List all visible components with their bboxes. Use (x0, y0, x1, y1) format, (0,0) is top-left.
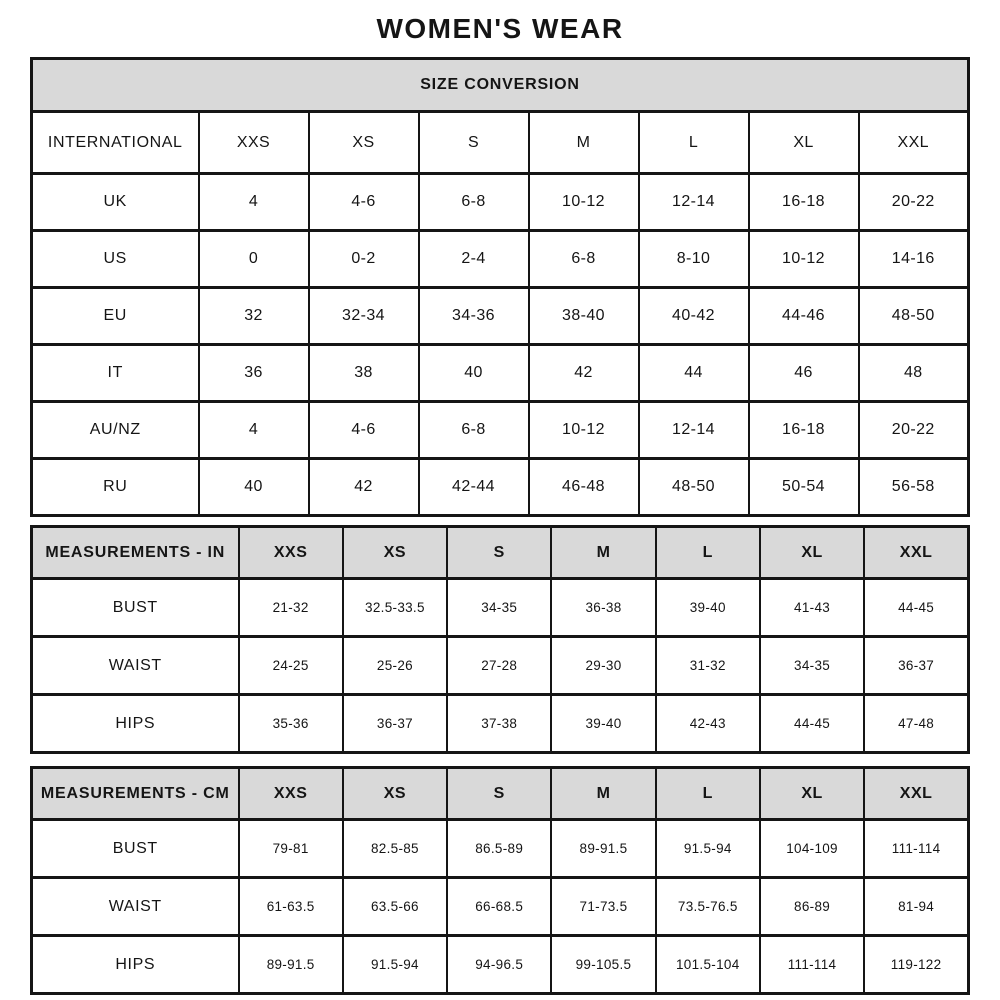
value-cell: 37-38 (447, 695, 551, 753)
value-cell: 46 (749, 345, 859, 402)
value-cell: 46-48 (529, 459, 639, 516)
size_conversion-row (32, 459, 969, 516)
row-label-cell: WAIST (32, 878, 239, 936)
value-cell: XL (749, 112, 859, 174)
value-cell: XXL (859, 112, 969, 174)
value-cell: 27-28 (447, 637, 551, 695)
row-label-cell: HIPS (32, 936, 239, 994)
value-cell: 36-37 (864, 637, 968, 695)
value-cell: 36-38 (551, 579, 655, 637)
row-label-cell: US (32, 231, 199, 288)
value-cell: 20-22 (859, 174, 969, 231)
value-cell: 71-73.5 (551, 878, 655, 936)
value-cell: 89-91.5 (239, 936, 343, 994)
page-title: WOMEN'S WEAR (376, 13, 624, 44)
size-header-cell: L (656, 527, 760, 579)
row-label-cell: RU (32, 459, 199, 516)
size_conversion-row (32, 231, 969, 288)
size-header-cell: S (447, 768, 551, 820)
row-label-cell: AU/NZ (32, 402, 199, 459)
row-label-cell: INTERNATIONAL (32, 112, 199, 174)
measurements-in-header: MEASUREMENTS - IN (32, 527, 239, 579)
value-cell: 34-35 (447, 579, 551, 637)
value-cell: 12-14 (639, 402, 749, 459)
value-cell: 34-36 (419, 288, 529, 345)
value-cell: 38 (309, 345, 419, 402)
value-cell: 48-50 (639, 459, 749, 516)
size-header-cell: L (656, 768, 760, 820)
size-header-cell: M (551, 768, 655, 820)
size_conversion-row (32, 112, 969, 174)
value-cell: 4 (199, 174, 309, 231)
value-cell: 16-18 (749, 402, 859, 459)
value-cell: 40 (199, 459, 309, 516)
value-cell: 32.5-33.5 (343, 579, 447, 637)
value-cell: 104-109 (760, 820, 864, 878)
value-cell: 4-6 (309, 174, 419, 231)
size-header-cell: M (551, 527, 655, 579)
size-conversion-table (30, 57, 970, 517)
row-label-cell: BUST (32, 820, 239, 878)
size-conversion-header: SIZE CONVERSION (32, 59, 969, 112)
value-cell: 10-12 (749, 231, 859, 288)
size-header-cell: XL (760, 768, 864, 820)
value-cell: 111-114 (864, 820, 968, 878)
value-cell: 47-48 (864, 695, 968, 753)
value-cell: 42-43 (656, 695, 760, 753)
value-cell: 91.5-94 (343, 936, 447, 994)
value-cell: 42 (309, 459, 419, 516)
size-header-cell: XXL (864, 527, 968, 579)
row-label-cell: WAIST (32, 637, 239, 695)
measurements_cm-row (32, 878, 969, 936)
value-cell: 21-32 (239, 579, 343, 637)
value-cell: 35-36 (239, 695, 343, 753)
measurements_cm-row (32, 820, 969, 878)
value-cell: 34-35 (760, 637, 864, 695)
row-label-cell: IT (32, 345, 199, 402)
value-cell: 42-44 (419, 459, 529, 516)
row-label-cell: UK (32, 174, 199, 231)
value-cell: 50-54 (749, 459, 859, 516)
value-cell: 66-68.5 (447, 878, 551, 936)
value-cell: 81-94 (864, 878, 968, 936)
measurements-cm-table (30, 766, 970, 995)
value-cell: 6-8 (419, 402, 529, 459)
value-cell: 32-34 (309, 288, 419, 345)
size_conversion-row (32, 174, 969, 231)
value-cell: 2-4 (419, 231, 529, 288)
value-cell: XXS (199, 112, 309, 174)
value-cell: 31-32 (656, 637, 760, 695)
value-cell: 42 (529, 345, 639, 402)
value-cell: M (529, 112, 639, 174)
row-label-cell: EU (32, 288, 199, 345)
size-header-cell: XXS (239, 527, 343, 579)
measurements_in-row (32, 579, 969, 637)
value-cell: 36 (199, 345, 309, 402)
value-cell: 44-45 (864, 579, 968, 637)
value-cell: 48 (859, 345, 969, 402)
measurements-in-header-row (32, 527, 969, 579)
value-cell: 44-45 (760, 695, 864, 753)
measurements_cm-row (32, 936, 969, 994)
size-header-cell: XXL (864, 768, 968, 820)
size-header-cell: S (447, 527, 551, 579)
value-cell: 36-37 (343, 695, 447, 753)
size_conversion-row (32, 402, 969, 459)
value-cell: 99-105.5 (551, 936, 655, 994)
value-cell: 86.5-89 (447, 820, 551, 878)
value-cell: S (419, 112, 529, 174)
value-cell: 0 (199, 231, 309, 288)
value-cell: 111-114 (760, 936, 864, 994)
measurements_in-row (32, 695, 969, 753)
size_conversion-row (32, 288, 969, 345)
value-cell: 10-12 (529, 174, 639, 231)
value-cell: 12-14 (639, 174, 749, 231)
size-header-cell: XS (343, 527, 447, 579)
size-header-cell: XS (343, 768, 447, 820)
value-cell: 38-40 (529, 288, 639, 345)
value-cell: 73.5-76.5 (656, 878, 760, 936)
value-cell: 39-40 (551, 695, 655, 753)
value-cell: 20-22 (859, 402, 969, 459)
value-cell: 94-96.5 (447, 936, 551, 994)
value-cell: 119-122 (864, 936, 968, 994)
value-cell: 91.5-94 (656, 820, 760, 878)
measurements-cm-header: MEASUREMENTS - CM (32, 768, 239, 820)
value-cell: 86-89 (760, 878, 864, 936)
measurements_in-row (32, 637, 969, 695)
value-cell: 8-10 (639, 231, 749, 288)
value-cell: 48-50 (859, 288, 969, 345)
value-cell: 4 (199, 402, 309, 459)
value-cell: 44 (639, 345, 749, 402)
value-cell: 14-16 (859, 231, 969, 288)
value-cell: 16-18 (749, 174, 859, 231)
value-cell: 10-12 (529, 402, 639, 459)
value-cell: 41-43 (760, 579, 864, 637)
size_conversion-row (32, 345, 969, 402)
value-cell: 82.5-85 (343, 820, 447, 878)
value-cell: 63.5-66 (343, 878, 447, 936)
value-cell: 6-8 (529, 231, 639, 288)
measurements-cm-header-row (32, 768, 969, 820)
row-label-cell: HIPS (32, 695, 239, 753)
value-cell: 89-91.5 (551, 820, 655, 878)
value-cell: 6-8 (419, 174, 529, 231)
value-cell: 56-58 (859, 459, 969, 516)
value-cell: 25-26 (343, 637, 447, 695)
value-cell: 39-40 (656, 579, 760, 637)
value-cell: 29-30 (551, 637, 655, 695)
value-cell: XS (309, 112, 419, 174)
value-cell: L (639, 112, 749, 174)
size-conversion-header-row (32, 59, 969, 112)
row-label-cell: BUST (32, 579, 239, 637)
size-header-cell: XL (760, 527, 864, 579)
size-header-cell: XXS (239, 768, 343, 820)
value-cell: 44-46 (749, 288, 859, 345)
value-cell: 32 (199, 288, 309, 345)
measurements-in-table (30, 525, 970, 754)
value-cell: 101.5-104 (656, 936, 760, 994)
value-cell: 0-2 (309, 231, 419, 288)
value-cell: 24-25 (239, 637, 343, 695)
value-cell: 40 (419, 345, 529, 402)
value-cell: 4-6 (309, 402, 419, 459)
value-cell: 61-63.5 (239, 878, 343, 936)
value-cell: 40-42 (639, 288, 749, 345)
value-cell: 79-81 (239, 820, 343, 878)
